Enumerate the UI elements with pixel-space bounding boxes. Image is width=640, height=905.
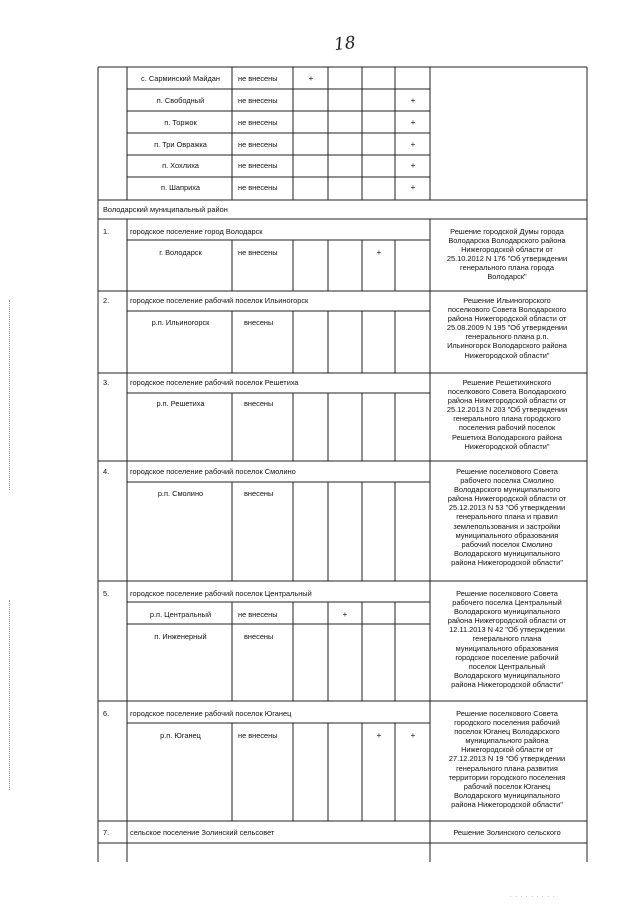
changes-status: не внесены <box>238 118 278 127</box>
changes-status: внесены <box>244 399 274 408</box>
decision-text: Решение городской Думы города Володарска Володарского района Нижегородской области от 25.10.2012 N 176 "Об утверждении генерального плана города Володарск" <box>446 227 568 282</box>
changes-status: не внесены <box>238 96 278 105</box>
place-name: п. Шаприха <box>161 183 200 192</box>
section-number: 7. <box>103 828 110 837</box>
scan-artifact: . . . . . . . . . <box>510 893 556 899</box>
decision-text: Решение поселкового Совета рабочего поселка Смолино Володарского муниципального района Нижегородской области от 25.12.2013 N 53 "Об утверждении генерального плана и правил землепользования и застройки муниципального образования рабочий поселок Смолино Володарского муниципального района Нижегородской области" <box>447 467 567 567</box>
plus-mark: + <box>410 140 416 149</box>
changes-status: не внесены <box>238 248 278 257</box>
plus-mark: + <box>376 248 382 257</box>
plus-mark: + <box>410 118 416 127</box>
settlement-title: городское поселение рабочий поселок Центральный <box>130 589 312 598</box>
section-number: 2. <box>103 296 110 305</box>
plus-mark: + <box>308 74 314 83</box>
changes-status: не внесены <box>238 183 278 192</box>
place-name: п. Торжок <box>164 118 197 127</box>
settlement-title: городское поселение рабочий поселок Юганец <box>130 709 292 718</box>
place-name: п. Свободный <box>156 96 205 105</box>
changes-status: внесены <box>244 632 274 641</box>
changes-status: внесены <box>244 489 274 498</box>
decision-text: Решение Решетихинского поселкового Совета Володарского района Нижегородской области от 25.12.2013 N 203 "Об утверждении генерального плана городского поселения рабочий поселок Решетиха Володарского района Нижегородской области" <box>446 378 568 451</box>
decision-text: Решение поселкового Совета рабочего поселка Центральный Володарского муниципального района Нижегородской области от 12.11.2013 N 42 "Об утверждении генерального плана муниципального образования городское поселение рабочий поселок Центральный Володарского муниципального района Нижегородской области" <box>447 589 567 689</box>
place-name: р.п. Решетиха <box>156 399 205 408</box>
place-name: п. Инженерный <box>154 632 207 641</box>
place-name: р.п. Центральный <box>149 610 212 619</box>
place-name: п. Хохлиха <box>162 161 199 170</box>
place-name: р.п. Смолино <box>157 489 204 498</box>
changes-status: не внесены <box>238 140 278 149</box>
decision-text: Решение поселкового Совета городского поселения рабочий поселок Юганец Володарского муниципального района Нижегородской области от 27.12.2013 N 19 "Об утверждении генерального плана развития территории городского поселения рабочий поселок Юганец Володарского муниципального района Нижегородской области" <box>448 709 566 809</box>
section-number: 5. <box>103 589 110 598</box>
settlement-title: городское поселение рабочий поселок Ильиногорск <box>130 296 309 305</box>
plus-mark: + <box>342 610 348 619</box>
settlement-title: городское поселение рабочий поселок Смолино <box>130 467 296 476</box>
section-number: 4. <box>103 467 110 476</box>
district-title: Володарский муниципальный район <box>103 205 228 214</box>
decision-text: Решение Золинского сельского <box>453 828 561 837</box>
plus-mark: + <box>376 731 382 740</box>
place-name: с. Сарминский Майдан <box>141 74 220 83</box>
changes-status: не внесены <box>238 731 278 740</box>
decision-text: Решение Ильиногорского поселкового Совета Володарского района Нижегородской области от 25.08.2009 N 195 "Об утверждении генерального плана р.п. Ильиногорск Володарского района Нижегородской области" <box>446 296 568 360</box>
plus-mark: + <box>410 731 416 740</box>
section-number: 1. <box>103 227 110 236</box>
changes-status: внесены <box>244 318 274 327</box>
settlement-title: сельское поселение Золинский сельсовет <box>130 828 275 837</box>
section-number: 6. <box>103 709 110 718</box>
section-number: 3. <box>103 378 110 387</box>
settlement-title: городское поселение город Володарск <box>130 227 263 236</box>
page-number: 18 <box>333 32 357 56</box>
plus-mark: + <box>410 183 416 192</box>
place-name: р.п. Юганец <box>160 731 201 740</box>
place-name: р.п. Ильиногорск <box>151 318 210 327</box>
changes-status: не внесены <box>238 161 278 170</box>
plus-mark: + <box>410 96 416 105</box>
changes-status: не внесены <box>238 74 278 83</box>
plus-mark: + <box>410 161 416 170</box>
place-name: г. Володарск <box>159 248 202 257</box>
place-name: п. Три Овражка <box>154 140 207 149</box>
changes-status: не внесены <box>238 610 278 619</box>
settlement-title: городское поселение рабочий поселок Решетиха <box>130 378 299 387</box>
